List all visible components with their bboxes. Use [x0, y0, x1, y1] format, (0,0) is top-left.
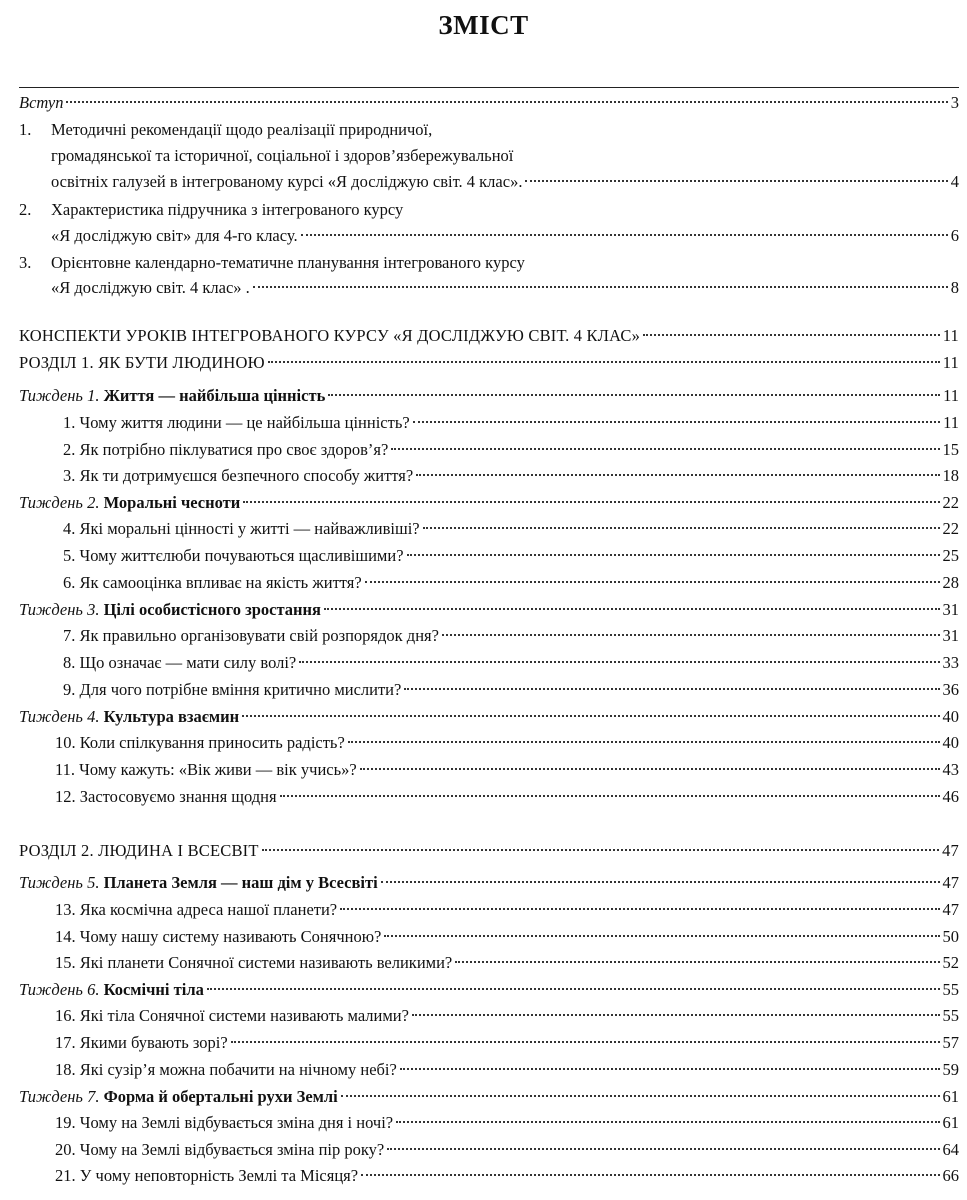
- toc-entry-lesson-6[interactable]: [63, 571, 959, 595]
- leader-dots: [268, 361, 940, 363]
- leader-dots: [360, 768, 940, 770]
- toc-entry-week-2[interactable]: [19, 491, 959, 515]
- section-number: 1.: [19, 120, 32, 139]
- lesson-title: 3. Як ти дотримуєшся безпечного способу життя?: [63, 466, 414, 485]
- page-number: 47: [942, 900, 959, 919]
- toc-entry-line: «Я досліджую світ. 4 клас» .: [51, 278, 250, 297]
- lesson-title: 10. Коли спілкування приносить радість?: [55, 733, 345, 752]
- leader-dots: [423, 527, 940, 529]
- lesson-title: 9. Для чого потрібне вміння критично мислити?: [63, 680, 402, 699]
- page-number: 61: [942, 1113, 959, 1132]
- lesson-title: 4. Які моральні цінності у житті — найважливіші?: [63, 519, 420, 538]
- lesson-title: 16. Які тіла Сонячної системи називають малими?: [55, 1006, 409, 1025]
- toc-entry-lesson-20[interactable]: [55, 1138, 959, 1162]
- toc-entry-week-1[interactable]: [19, 384, 959, 408]
- toc-entry-line: громадянської та історичної, соціальної і здоров’язбережувальної: [51, 146, 514, 165]
- toc-entry-label: РОЗДІЛ 1. ЯК БУТИ ЛЮДИНОЮ: [19, 353, 265, 372]
- leader-dots: [400, 1068, 940, 1070]
- toc-entry-lesson-11[interactable]: [55, 758, 959, 782]
- page-number: 66: [942, 1166, 959, 1185]
- toc-entry-lesson-8[interactable]: [63, 651, 959, 675]
- page-number: 18: [942, 466, 959, 485]
- page-number: 15: [942, 440, 959, 459]
- leader-dots: [324, 608, 940, 610]
- page-number: 50: [942, 927, 959, 946]
- toc-entry-week-3[interactable]: [19, 598, 959, 622]
- toc-entry-lesson-2[interactable]: [63, 438, 959, 462]
- leader-dots: [412, 1014, 940, 1016]
- toc-entry-label: Вступ: [19, 93, 64, 112]
- week-title: Форма й обертальні рухи Землі: [103, 1087, 338, 1106]
- week-prefix: Тиждень 4.: [19, 707, 100, 726]
- toc-entry-week-5[interactable]: [19, 871, 959, 895]
- page-number: 47: [942, 873, 959, 892]
- leader-dots: [416, 474, 939, 476]
- leader-dots: [525, 180, 947, 182]
- leader-dots: [243, 501, 939, 503]
- toc-entry-label: КОНСПЕКТИ УРОКІВ ІНТЕГРОВАНОГО КУРСУ «Я ДОСЛІДЖУЮ СВІТ. 4 КЛАС»: [19, 326, 641, 345]
- leader-dots: [413, 421, 940, 423]
- leader-dots: [407, 554, 940, 556]
- leader-dots: [361, 1174, 939, 1176]
- week-title: Цілі особистісного зростання: [103, 600, 321, 619]
- page-number: 40: [942, 733, 959, 752]
- leader-dots: [301, 234, 948, 236]
- page-number: 6: [950, 226, 959, 245]
- leader-dots: [643, 334, 940, 336]
- lesson-title: 6. Як самооцінка впливає на якість життя?: [63, 573, 362, 592]
- page-number: 46: [942, 787, 959, 806]
- page-number: 52: [942, 953, 959, 972]
- leader-dots: [262, 849, 939, 851]
- lesson-title: 11. Чому кажуть: «Вік живи — вік учись»?: [55, 760, 357, 779]
- toc-entry-lesson-18[interactable]: [55, 1058, 959, 1082]
- page-number: 3: [950, 93, 959, 112]
- leader-dots: [384, 935, 939, 937]
- toc-entry-section-3[interactable]: [51, 276, 959, 300]
- toc-entry-lesson-10[interactable]: [55, 731, 959, 755]
- lesson-title: 7. Як правильно організовувати свій розпорядок дня?: [63, 626, 439, 645]
- toc-entry-lesson-1[interactable]: [63, 411, 959, 435]
- week-title: Моральні чесноти: [103, 493, 241, 512]
- page-number: 47: [942, 841, 959, 860]
- week-title: Планета Земля — наш дім у Всесвіті: [103, 873, 378, 892]
- week-prefix: Тиждень 7.: [19, 1087, 100, 1106]
- leader-dots: [396, 1121, 939, 1123]
- page-number: 61: [942, 1087, 959, 1106]
- week-title: Культура взаємин: [103, 707, 240, 726]
- page-number: 55: [942, 980, 959, 999]
- page-number: 40: [942, 707, 959, 726]
- week-title: Життя — найбільша цінність: [103, 386, 326, 405]
- page-number: 55: [942, 1006, 959, 1025]
- toc-entry-line: Методичні рекомендації щодо реалізації природничої,: [51, 120, 433, 139]
- page-number: 11: [942, 326, 959, 345]
- page-number: 36: [942, 680, 959, 699]
- leader-dots: [348, 741, 940, 743]
- page-number: 31: [942, 600, 959, 619]
- lesson-title: 13. Яка космічна адреса нашої планети?: [55, 900, 338, 919]
- page-number: 11: [942, 353, 959, 372]
- leader-dots: [340, 908, 939, 910]
- week-prefix: Тиждень 1.: [19, 386, 100, 405]
- lesson-title: 14. Чому нашу систему називають Сонячною?: [55, 927, 382, 946]
- toc-entry-lesson-13[interactable]: [55, 898, 959, 922]
- page-number: 4: [950, 172, 959, 191]
- lesson-title: 1. Чому життя людини — це найбільша цінність?: [63, 413, 410, 432]
- toc-entry-week-7[interactable]: [19, 1085, 959, 1109]
- toc-entry-week-6[interactable]: [19, 978, 959, 1002]
- toc-entry-chapter-1[interactable]: [19, 351, 959, 375]
- page-number: 11: [943, 413, 959, 432]
- toc-entry-chapter-2[interactable]: [19, 839, 959, 863]
- page-number: 8: [950, 278, 959, 297]
- toc-entry-section-1[interactable]: [51, 170, 959, 194]
- leader-dots: [381, 881, 940, 883]
- lesson-title: 5. Чому життєлюби почуваються щасливішими?: [63, 546, 404, 565]
- toc-entry-konspekty[interactable]: [19, 324, 959, 348]
- page-number: 33: [942, 653, 959, 672]
- leader-dots: [242, 715, 939, 717]
- page-number: 64: [942, 1140, 959, 1159]
- week-title: Космічні тіла: [103, 980, 204, 999]
- toc-entry-line: освітніх галузей в інтегрованому курсі «Я досліджую світ. 4 клас».: [51, 172, 523, 191]
- toc-entry-line: Характеристика підручника з інтегрованого курсу: [51, 200, 404, 219]
- lesson-title: 2. Як потрібно піклуватися про своє здоров’я?: [63, 440, 389, 459]
- lesson-title: 15. Які планети Сонячної системи називають великими?: [55, 953, 453, 972]
- leader-dots: [387, 1148, 939, 1150]
- toc-entry-lesson-21[interactable]: [55, 1164, 959, 1188]
- lesson-title: 18. Які сузір’я можна побачити на нічному небі?: [55, 1060, 397, 1079]
- lesson-title: 8. Що означає — мати силу волі?: [63, 653, 297, 672]
- leader-dots: [280, 795, 940, 797]
- section-number: 3.: [19, 253, 32, 272]
- toc-entry-line: «Я досліджую світ» для 4-го класу.: [51, 226, 298, 245]
- leader-dots: [231, 1041, 940, 1043]
- leader-dots: [253, 286, 948, 288]
- page-title: ЗМІСТ: [438, 10, 529, 40]
- leader-dots: [455, 961, 939, 963]
- leader-dots: [299, 661, 939, 663]
- page-number: 22: [942, 493, 959, 512]
- page-number: 59: [942, 1060, 959, 1079]
- toc-entry-lesson-19[interactable]: [55, 1111, 959, 1135]
- leader-dots: [365, 581, 940, 583]
- toc-entry-lesson-17[interactable]: [55, 1031, 959, 1055]
- page-number: 31: [942, 626, 959, 645]
- toc-entry-lesson-15[interactable]: [55, 951, 959, 975]
- page-number: 25: [942, 546, 959, 565]
- lesson-title: 17. Якими бувають зорі?: [55, 1033, 228, 1052]
- toc-entry-lesson-4[interactable]: [63, 517, 959, 541]
- toc-entry-lesson-9[interactable]: [63, 678, 959, 702]
- page-number: 43: [942, 760, 959, 779]
- page-number: 57: [942, 1033, 959, 1052]
- page-number: 28: [942, 573, 959, 592]
- toc-entry-lesson-3[interactable]: [63, 464, 959, 488]
- lesson-title: 21. У чому неповторність Землі та Місяця?: [55, 1166, 359, 1185]
- section-number: 2.: [19, 200, 32, 219]
- week-prefix: Тиждень 5.: [19, 873, 100, 892]
- leader-dots: [391, 448, 939, 450]
- lesson-title: 12. Застосовуємо знання щодня: [55, 787, 277, 806]
- week-prefix: Тиждень 2.: [19, 493, 100, 512]
- week-prefix: Тиждень 6.: [19, 980, 100, 999]
- title-divider: [19, 87, 959, 88]
- leader-dots: [341, 1095, 940, 1097]
- week-prefix: Тиждень 3.: [19, 600, 100, 619]
- toc-entry-line: Орієнтовне календарно-тематичне планування інтегрованого курсу: [51, 253, 525, 272]
- page-number: 11: [943, 386, 959, 405]
- toc-entry-section-2[interactable]: [51, 224, 959, 248]
- page-number: 22: [942, 519, 959, 538]
- toc-entry-lesson-5[interactable]: [63, 544, 959, 568]
- lesson-title: 20. Чому на Землі відбувається зміна пір року?: [55, 1140, 385, 1159]
- leader-dots: [404, 688, 939, 690]
- toc-entry-lesson-16[interactable]: [55, 1004, 959, 1028]
- leader-dots: [328, 394, 940, 396]
- toc-entry-week-4[interactable]: [19, 705, 959, 729]
- toc-entry-lesson-14[interactable]: [55, 925, 959, 949]
- toc-entry-lesson-7[interactable]: [63, 624, 959, 648]
- leader-dots: [207, 988, 940, 990]
- toc-entry-lesson-12[interactable]: [55, 785, 959, 809]
- toc-entry-intro[interactable]: [19, 91, 959, 115]
- leader-dots: [66, 101, 947, 103]
- leader-dots: [442, 634, 940, 636]
- lesson-title: 19. Чому на Землі відбувається зміна дня і ночі?: [55, 1113, 394, 1132]
- toc-entry-label: РОЗДІЛ 2. ЛЮДИНА І ВСЕСВІТ: [19, 841, 259, 860]
